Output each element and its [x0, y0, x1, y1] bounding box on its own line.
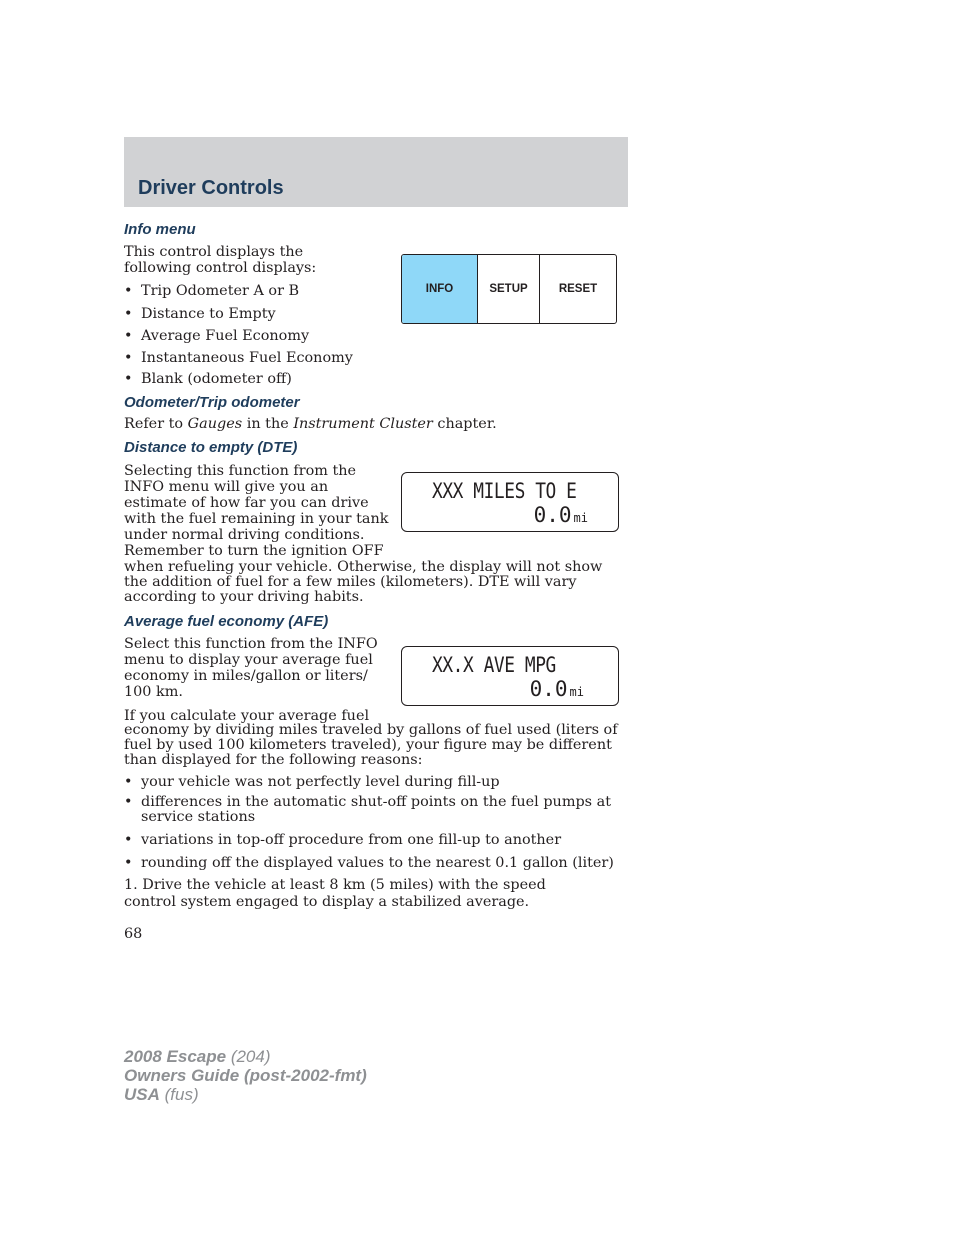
setup-button[interactable]: SETUP — [478, 255, 540, 323]
afe-display-value: 0.0 mi — [529, 677, 584, 701]
afe-paragraph2-cont: economy by dividing miles traveled by gallons of fuel used (liters of fuel by used 100 kilometers traveled), your figure may be different than displayed for the following reasons: — [124, 722, 618, 768]
odometer-text: Refer to Gauges in the Instrument Cluster chapter. — [124, 416, 497, 432]
dte-paragraph: Selecting this function from the INFO menu will give you an estimate of how far you can drive with the fuel remaining in your tank under normal driving conditions. Remember to turn the ignition OFF — [124, 463, 389, 559]
section-header-band — [124, 137, 628, 207]
dte-display — [401, 472, 619, 532]
dte-display-text: XXX MILES TO E — [432, 479, 577, 503]
dte-display-value: 0.0 mi — [533, 503, 588, 527]
info-menu-intro: This control displays the following control displays: — [124, 244, 317, 276]
control-button-panel — [401, 254, 617, 324]
info-button[interactable]: INFO — [402, 255, 478, 323]
document-footer: 2008 Escape (204) Owners Guide (post-2002-fmt) USA (fus) — [124, 1047, 367, 1104]
section-title: Driver Controls — [138, 177, 284, 199]
reset-button[interactable]: RESET — [558, 283, 598, 295]
afe-paragraph: Select this function from the INFO menu to display your average fuel economy in miles/gallon or liters/ 100 km. — [124, 636, 378, 700]
afe-display — [401, 646, 619, 706]
info-menu-heading: Info menu — [124, 221, 196, 238]
odometer-heading: Odometer/Trip odometer — [124, 394, 300, 411]
afe-display-text: XX.X AVE MPG — [432, 653, 556, 677]
dte-paragraph-cont: when refueling your vehicle. Otherwise, the display will not show the addition of fuel for a few miles (kilometers). DTE will vary according to your driving habits. — [124, 559, 603, 605]
afe-heading: Average fuel economy (AFE) — [124, 613, 329, 630]
step-1: 1. Drive the vehicle at least 8 km (5 miles) with the speed control system engaged to display a stabilized average. — [124, 877, 546, 910]
dte-heading: Distance to empty (DTE) — [124, 439, 298, 456]
page-number: 68 — [124, 926, 143, 942]
afe-paragraph2-first: If you calculate your average fuel — [124, 708, 370, 724]
